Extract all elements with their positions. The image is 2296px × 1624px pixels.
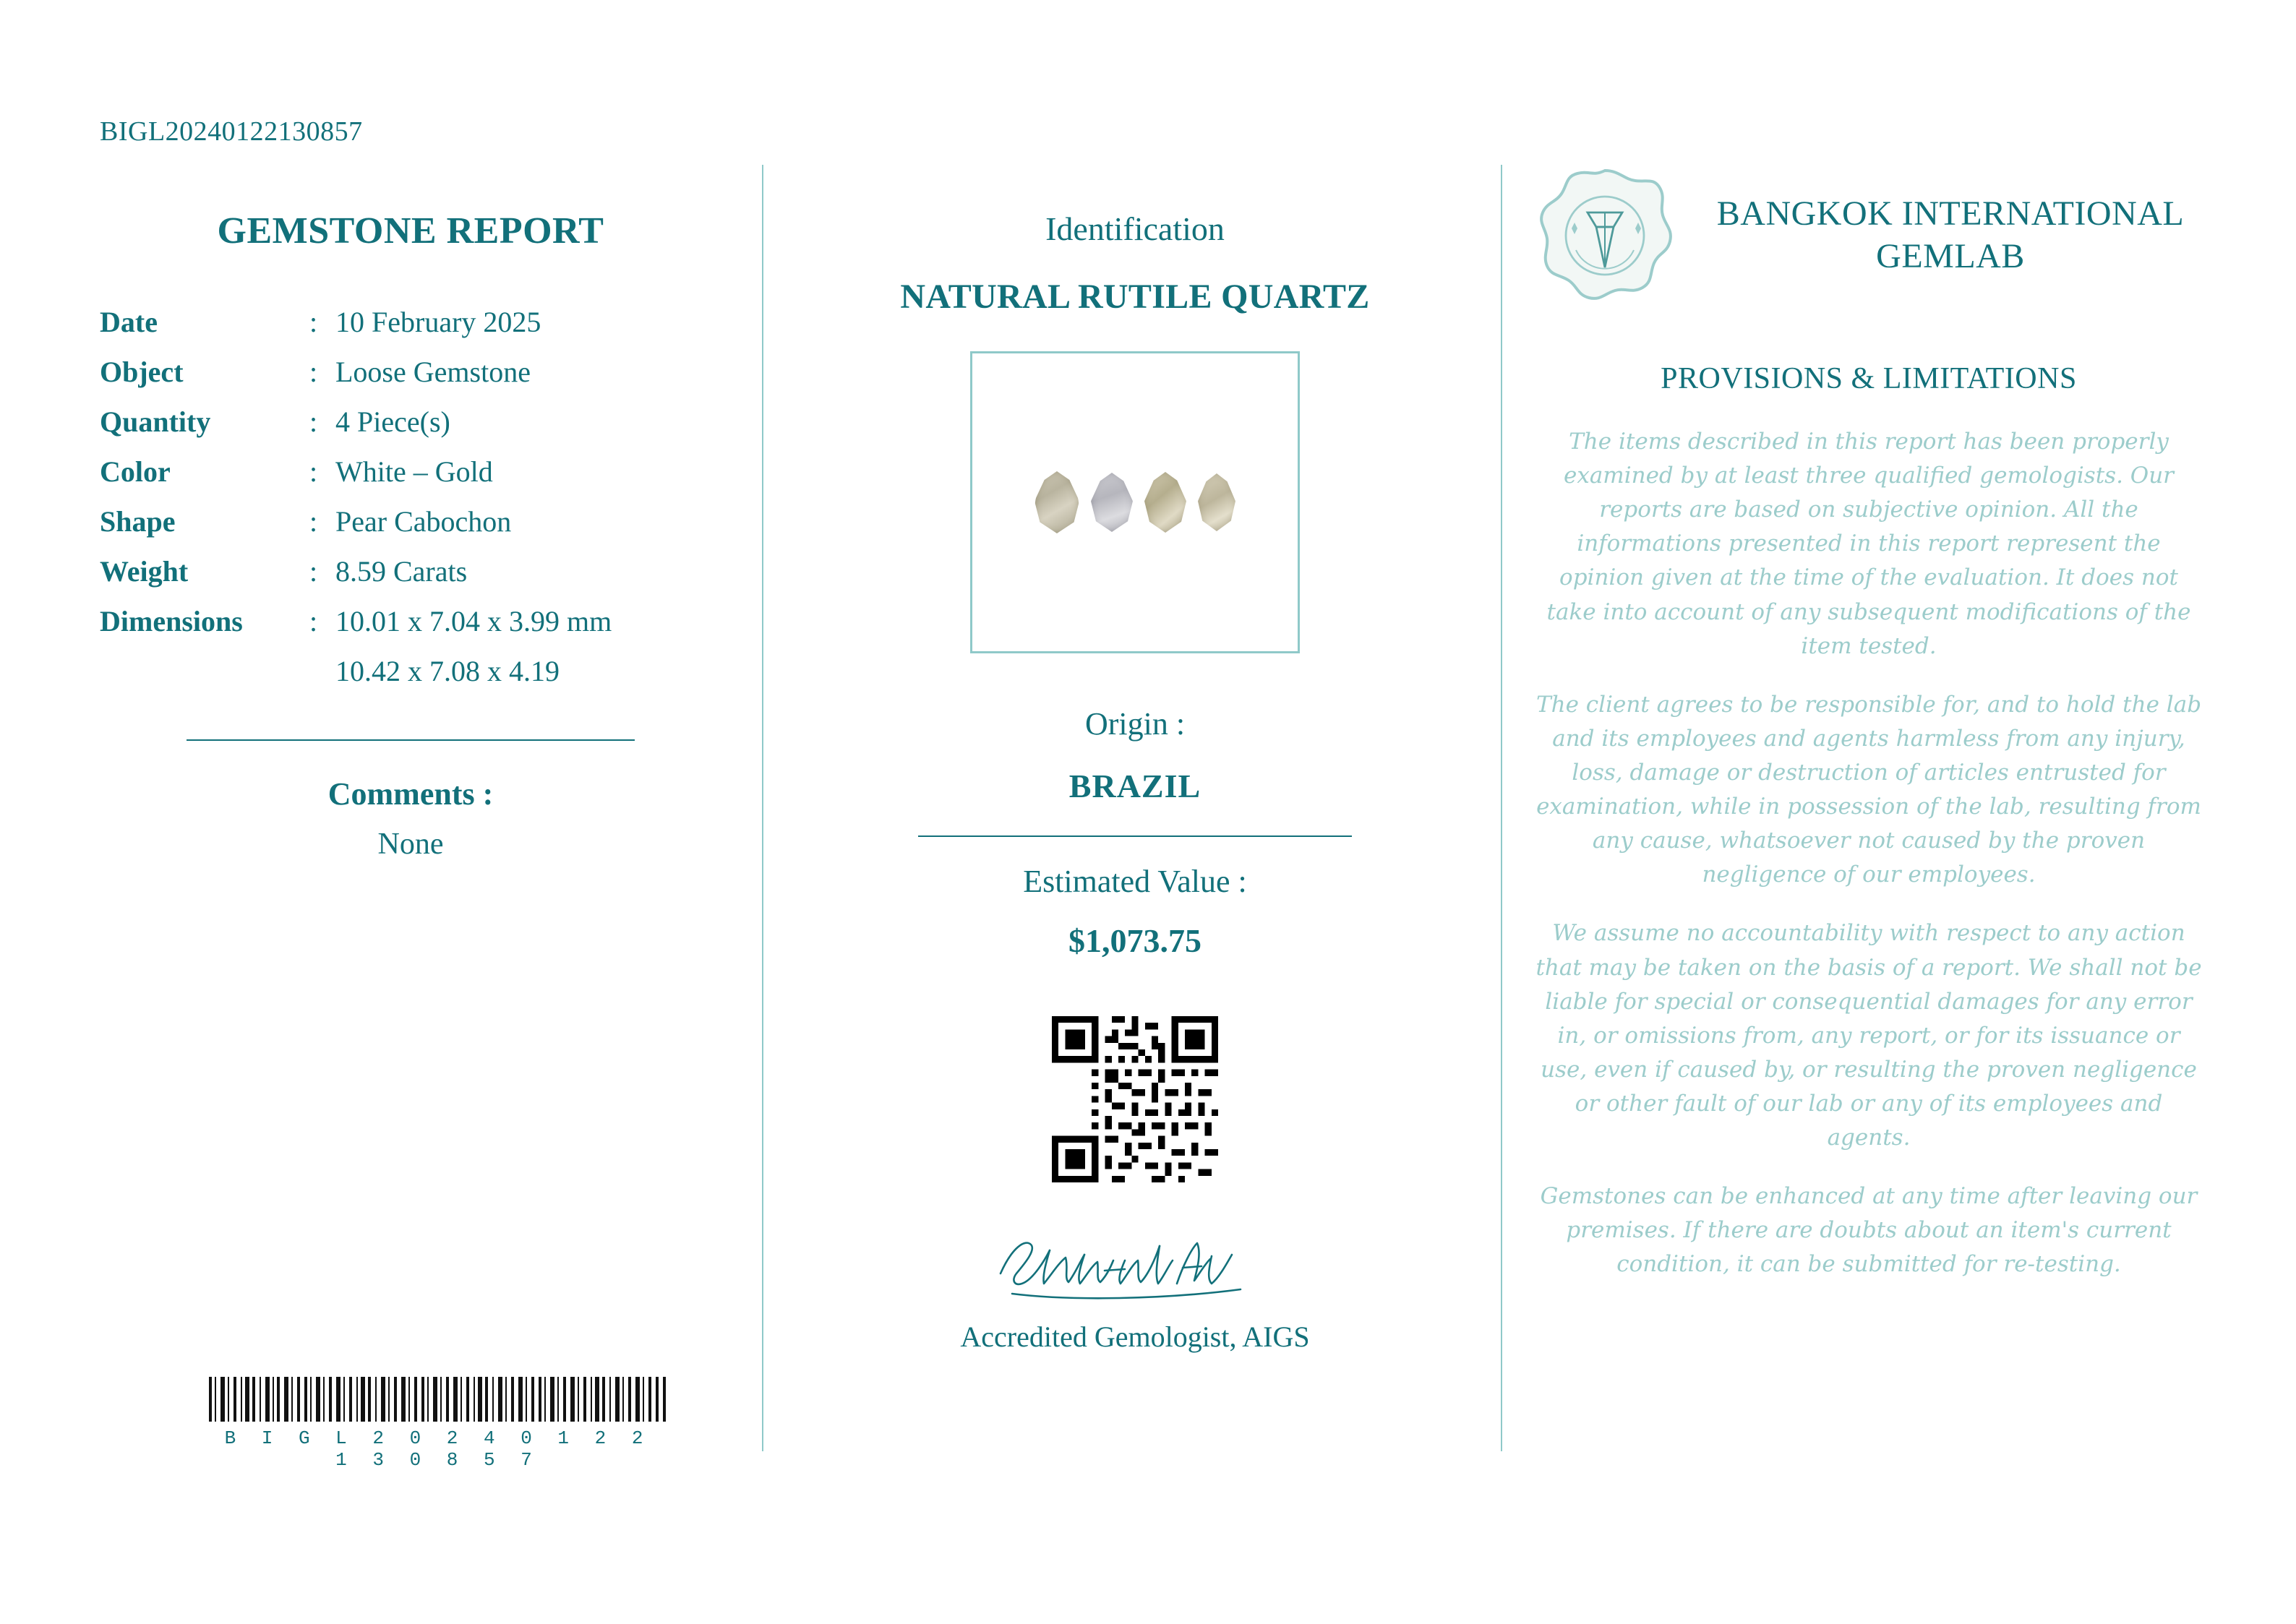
- page-title: GEMSTONE REPORT: [217, 210, 604, 252]
- barcode-bars-icon: [206, 1377, 669, 1422]
- signature-caption: Accredited Gemologist, AIGS: [960, 1320, 1310, 1353]
- origin-label: Origin :: [1084, 706, 1186, 742]
- spec-value-dimensions: 10.01 x 7.04 x 3.99 mm: [335, 605, 612, 637]
- report-number: BIGL20240122130857: [100, 116, 363, 147]
- spec-sep: :: [309, 605, 318, 637]
- spec-value-object: Loose Gemstone: [335, 356, 531, 388]
- origin-value: BRAZIL: [1068, 768, 1201, 804]
- column-divider-right: [1501, 165, 1502, 1451]
- barcode-text: B I G L 2 0 2 4 0 1 2 2 1 3 0 8 5 7: [224, 1427, 651, 1471]
- comments-value: None: [377, 828, 444, 861]
- estimated-value-label: Estimated Value :: [1023, 864, 1247, 899]
- gemstone-photo-box: [970, 351, 1300, 653]
- spec-value-dimensions-line2: 10.42 x 7.08 x 4.19: [335, 655, 560, 687]
- spec-sep: :: [309, 405, 318, 438]
- table-row: [100, 447, 721, 497]
- gemstone-3: [1144, 472, 1186, 533]
- identification-value: NATURAL RUTILE QUARTZ: [900, 278, 1370, 316]
- middle-column: [788, 210, 1482, 1354]
- provisions-paragraph: The items described in this report has been properly examined by at least three qualified gemologists. Our reports are based on subjective opinion. All the informations presented in this report represent the opinion given at the time of the evaluation. It does not take into account of any subsequent modifications of the item tested.: [1546, 429, 2191, 659]
- table-row: [100, 646, 721, 696]
- spec-key-dimensions: Dimensions: [100, 605, 243, 637]
- spec-key-shape: Shape: [100, 505, 176, 538]
- column-divider-left: [762, 165, 763, 1451]
- provisions-title: PROVISIONS & LIMITATIONS: [1661, 362, 2077, 395]
- table-row: [100, 297, 721, 347]
- identification-label: Identification: [1045, 210, 1225, 247]
- gemstone-4: [1198, 473, 1235, 531]
- spec-sep: :: [309, 505, 318, 538]
- spec-sep: :: [309, 455, 318, 488]
- table-row: [100, 397, 721, 447]
- gemstone-2: [1091, 473, 1133, 532]
- provisions-paragraph: The client agrees to be responsible for, and to hold the lab and its employees and agents harmless from any injury, loss, damage or destruction of articles entrusted for examination, while in possession of the lab, resulting from any cause, whatsoever not caused by the proven negligence of our employees.: [1535, 691, 2202, 888]
- spec-key-date: Date: [100, 306, 158, 338]
- brand-name: BANGKOK INTERNATIONAL GEMLAB: [1716, 194, 2185, 275]
- signature-icon: [983, 1221, 1287, 1315]
- provisions-paragraph: We assume no accountability with respect to any action that may be taken on the basis of a report. We shall not be liable for special or consequential damages for any error in, or omissions from, any report, or for its issuance or use, even if caused by, or resulting the proven negligence or other fault of our lab or any of its employees and agents.: [1535, 920, 2202, 1151]
- gemstone-1: [1035, 471, 1079, 533]
- estimated-value-amount: $1,073.75: [1068, 922, 1201, 959]
- comments-label: Comments :: [327, 776, 494, 812]
- right-column: [1533, 163, 2205, 1282]
- spec-value-shape: Pear Cabochon: [335, 505, 512, 538]
- barcode: [206, 1377, 669, 1471]
- gemstone-photo: [972, 471, 1298, 533]
- table-row: [100, 347, 721, 397]
- spec-key-color: Color: [100, 455, 171, 488]
- qr-code-icon[interactable]: [1052, 1016, 1218, 1182]
- spec-sep: :: [309, 555, 318, 588]
- spec-key-weight: Weight: [100, 555, 189, 588]
- provisions-paragraph: Gemstones can be enhanced at any time after leaving our premises. If there are doubts about an item's current condition, it can be submitted for re-testing.: [1540, 1183, 2198, 1278]
- gemlab-logo-icon: [1533, 163, 1677, 308]
- provisions-body: [1533, 425, 2205, 1282]
- spec-value-date: 10 February 2025: [335, 306, 541, 338]
- divider: [187, 739, 635, 741]
- table-row: [100, 596, 721, 646]
- specifications-table: [100, 297, 721, 696]
- left-column: [100, 210, 721, 862]
- spec-key-object: Object: [100, 356, 184, 388]
- spec-sep: :: [309, 306, 318, 338]
- spec-key-quantity: Quantity: [100, 405, 211, 438]
- spec-sep: :: [309, 356, 318, 388]
- spec-value-quantity: 4 Piece(s): [335, 405, 450, 438]
- divider: [918, 835, 1352, 837]
- table-row: [100, 497, 721, 546]
- spec-value-color: White – Gold: [335, 455, 493, 488]
- table-row: [100, 546, 721, 596]
- brand-header: [1533, 163, 2205, 308]
- spec-value-weight: 8.59 Carats: [335, 555, 468, 588]
